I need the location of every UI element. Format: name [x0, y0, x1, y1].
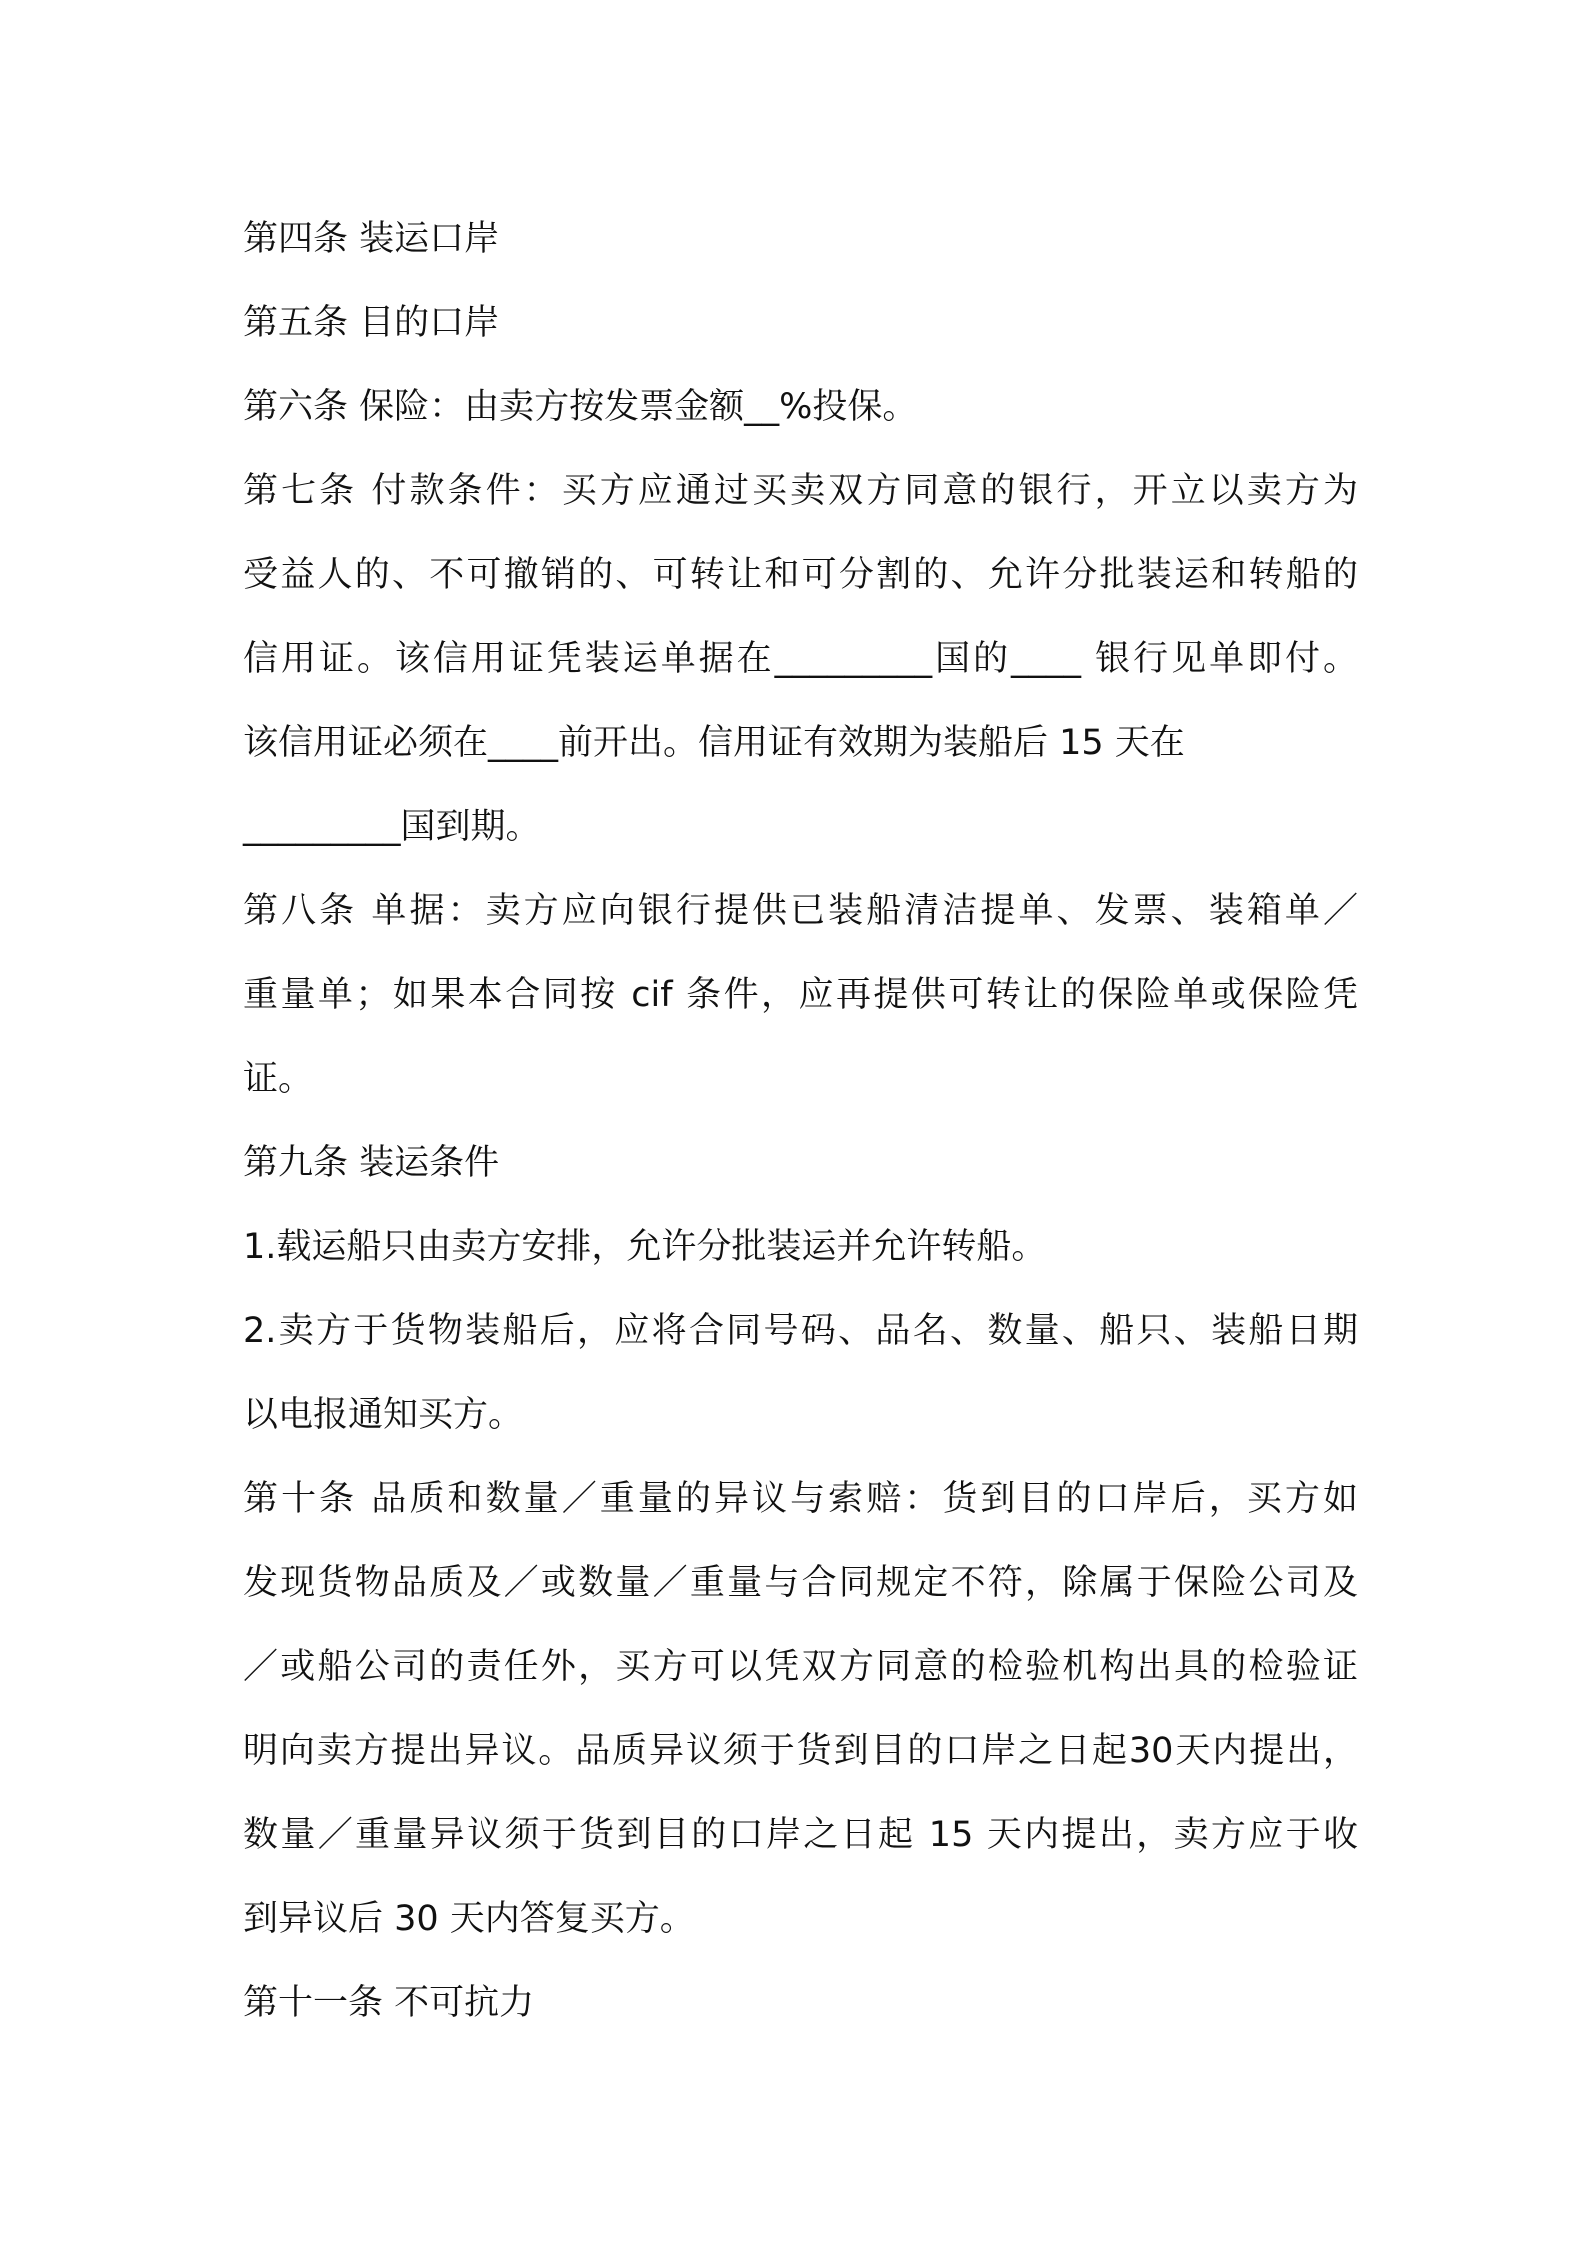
- text-line: 第七条 付款条件：买方应通过买卖双方同意的银行，开立以卖方为: [243, 471, 1358, 511]
- text-line: 第五条 目的口岸: [243, 303, 500, 343]
- text-line: 第四条 装运口岸: [243, 219, 500, 259]
- text-line: 2.卖方于货物装船后，应将合同号码、品名、数量、船只、装船日期: [243, 1311, 1358, 1351]
- text-line: ／或船公司的责任外，买方可以凭双方同意的检验机构出具的检验证: [243, 1647, 1358, 1687]
- text-line: 重量单；如果本合同按 cif 条件，应再提供可转让的保险单或保险凭: [243, 975, 1358, 1015]
- text-line: _________国到期。: [243, 807, 541, 847]
- text-line: 受益人的、不可撤销的、可转让和可分割的、允许分批装运和转船的: [243, 555, 1358, 595]
- text-line: 以电报通知买方。: [243, 1395, 524, 1435]
- text-line: 数量／重量异议须于货到目的口岸之日起 15 天内提出，卖方应于收: [243, 1815, 1358, 1855]
- text-line: 第十条 品质和数量／重量的异议与索赔：货到目的口岸后，买方如: [243, 1479, 1358, 1519]
- text-line: 发现货物品质及／或数量／重量与合同规定不符，除属于保险公司及: [243, 1563, 1358, 1603]
- text-line: 第八条 单据：卖方应向银行提供已装船清洁提单、发票、装箱单／: [243, 891, 1358, 931]
- text-line: 第九条 装运条件: [243, 1143, 500, 1183]
- document-body: [243, 197, 1358, 2045]
- text-line: 明向卖方提出异议。品质异议须于货到目的口岸之日起30天内提出，: [243, 1731, 1358, 1771]
- text-line: 该信用证必须在____前开出。信用证有效期为装船后 15 天在: [243, 723, 1185, 763]
- text-line: 第六条 保险：由卖方按发票金额__%投保。: [243, 387, 918, 427]
- text-line: 到异议后 30 天内答复买方。: [243, 1899, 695, 1939]
- text-line: 证。: [243, 1059, 314, 1099]
- text-line: 信用证。该信用证凭装运单据在_________国的____ 银行见单即付。: [243, 639, 1358, 679]
- text-line: 第十一条 不可抗力: [243, 1983, 535, 2023]
- text-line: 1.载运船只由卖方安排，允许分批装运并允许转船。: [243, 1227, 1047, 1267]
